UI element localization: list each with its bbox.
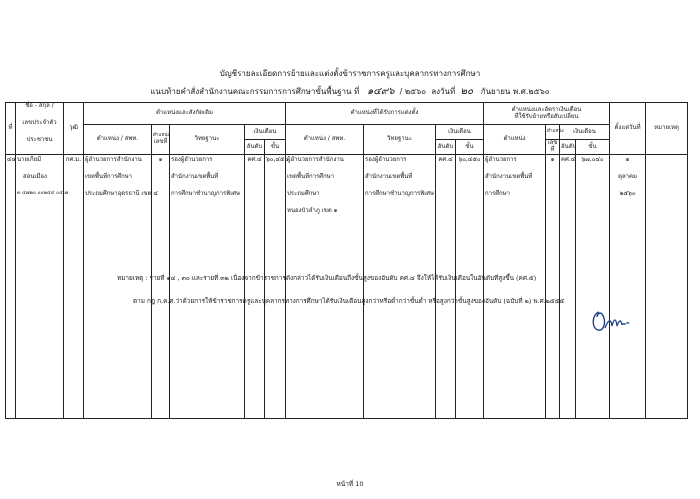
page-number: หน้าที่ 10 — [336, 480, 364, 488]
assignment-table — [5, 102, 688, 419]
row-old-specialty: รองผู้อำนวยการ สำนักงานเขตพื้นที่ การศึกษาชำนาญการพิเศษ — [170, 155, 245, 419]
col-new-rank: อันดับ — [436, 140, 456, 155]
col-swap-salary: เงินเดือน — [560, 125, 610, 140]
row-new-rank: คศ.๔ — [436, 155, 456, 419]
row-old-no: ๑ — [152, 155, 170, 419]
remark-line-2: ตาม กฎ ก.ค.ศ.ว่าด้วยการให้ข้าราชการครูและบุคลากรทางการศึกษาได้รับเงินเดือนสูงกว่าหรือต่ำกว่าขั้นต่ำ หรือสูงกว่าขั้นสูงของอันดับ (ฉบับที่ ๒) พ.ศ.๒๕๕๕ — [133, 297, 565, 305]
row-new-specialty: รองผู้อำนวยการ สำนักงานเขตพื้นที่ การศึกษาชำนาญการพิเศษ — [364, 155, 436, 419]
row-swap-rank: คศ.๔ — [560, 155, 576, 419]
col-group-new: ตำแหน่งที่ได้รับการแต่งตั้ง — [286, 103, 484, 125]
col-group-swap: ตำแหน่งและอัตราเงินเดือน ที่ใช้รับย้ายหรือสับเปลี่ยน — [484, 103, 610, 125]
order-number: ๑๔๙๖ — [366, 86, 395, 97]
col-header-effective: ตั้งแต่วันที่ — [610, 103, 646, 155]
col-old-no: ตำแหน่ง เลขที่ — [152, 125, 170, 155]
subtitle-prefix: แนบท้ายคำสั่งสำนักงานคณะกรรมการการศึกษาขั้นพื้นฐาน ที่ — [150, 87, 360, 96]
row-effective: ๑ ตุลาคม ๒๕๖๐ — [610, 155, 646, 419]
row-old-position: ผู้อำนวยการสำนักงาน เขตพื้นที่การศึกษา ประถมศึกษาอุดรธานี เขต ๔ — [84, 155, 152, 419]
row-old-step: ๖๐,๔๕๐ — [265, 155, 286, 419]
order-day: ๒๐ — [460, 86, 474, 97]
col-header-no: ที่ — [6, 103, 16, 155]
col-header-name: ชื่อ - สกุล / เลขประจำตัว ประชาชน — [16, 103, 64, 155]
col-header-note: หมายเหตุ — [646, 103, 688, 155]
row-name: นายเกียมี สอนเมือง ๓ ๔๗๒๐ ๐๐๒๔๔ ๐๔ ๗ — [16, 155, 64, 419]
col-new-specialty: วิทยฐานะ — [364, 125, 436, 155]
col-old-specialty: วิทยฐานะ — [170, 125, 245, 155]
col-swap-rank: อันดับ — [560, 140, 576, 155]
col-old-rank: อันดับ — [245, 140, 265, 155]
col-old-position: ตำแหน่ง / สพท. — [84, 125, 152, 155]
row-degree: กศ.ม. — [64, 155, 84, 419]
col-swap-step: ขั้น — [576, 140, 610, 155]
col-new-salary: เงินเดือน — [436, 125, 484, 140]
remark-line-1: หมายเหตุ : รายที่ ๑๔ , ๓๐ และรายที่ ๓๒ เนื่องจากข้าราชการดังกล่าวได้รับเงินเดือนถึงขั้นสูงของอันดับ คศ.๔ จึงให้ได้รับเงินเดือนในอันดับที่สูงขึ้น (คศ.๕) — [117, 274, 537, 282]
document-subtitle — [0, 84, 700, 99]
col-new-position: ตำแหน่ง / สพท. — [286, 125, 364, 155]
col-swap-position: ตำแหน่ง — [484, 125, 546, 155]
row-swap-position: ผู้อำนวยการ สำนักงานเขตพื้นที่ การศึกษา — [484, 155, 546, 419]
date-label: ลงวันที่ — [431, 87, 456, 96]
row-note — [646, 155, 688, 419]
col-old-salary: เงินเดือน — [245, 125, 286, 140]
order-month-year: กันยายน พ.ศ.๒๕๖๐ — [480, 87, 550, 96]
col-swap-no: เลขที่ — [546, 140, 560, 155]
row-no: ๔๔ — [6, 155, 16, 419]
order-year: / ๒๕๖๐ — [399, 87, 427, 96]
row-new-position: ผู้อำนวยการสำนักงาน เขตพื้นที่การศึกษา ประถมศึกษา หนองบัวลำภู เขต ๑ — [286, 155, 364, 419]
row-swap-step: ๖๗,๐๔๐ — [576, 155, 610, 419]
col-group-old: ตำแหน่งและสังกัดเดิม — [84, 103, 286, 125]
row-new-step: ๖๐,๔๕๐ — [456, 155, 484, 419]
row-swap-no: ๑ — [546, 155, 560, 419]
col-header-degree: วุฒิ — [64, 103, 84, 155]
table-row — [6, 155, 688, 419]
col-new-step: ขั้น — [456, 140, 484, 155]
row-old-rank: คศ.๔ — [245, 155, 265, 419]
col-swap-no-label: ตำแหน่ง — [546, 125, 560, 140]
document-title: บัญชีรายละเอียดการย้ายและแต่งตั้งข้าราชการครูและบุคลากรทางการศึกษา — [219, 69, 481, 78]
col-old-step: ขั้น — [265, 140, 286, 155]
signature-mark — [590, 308, 634, 334]
